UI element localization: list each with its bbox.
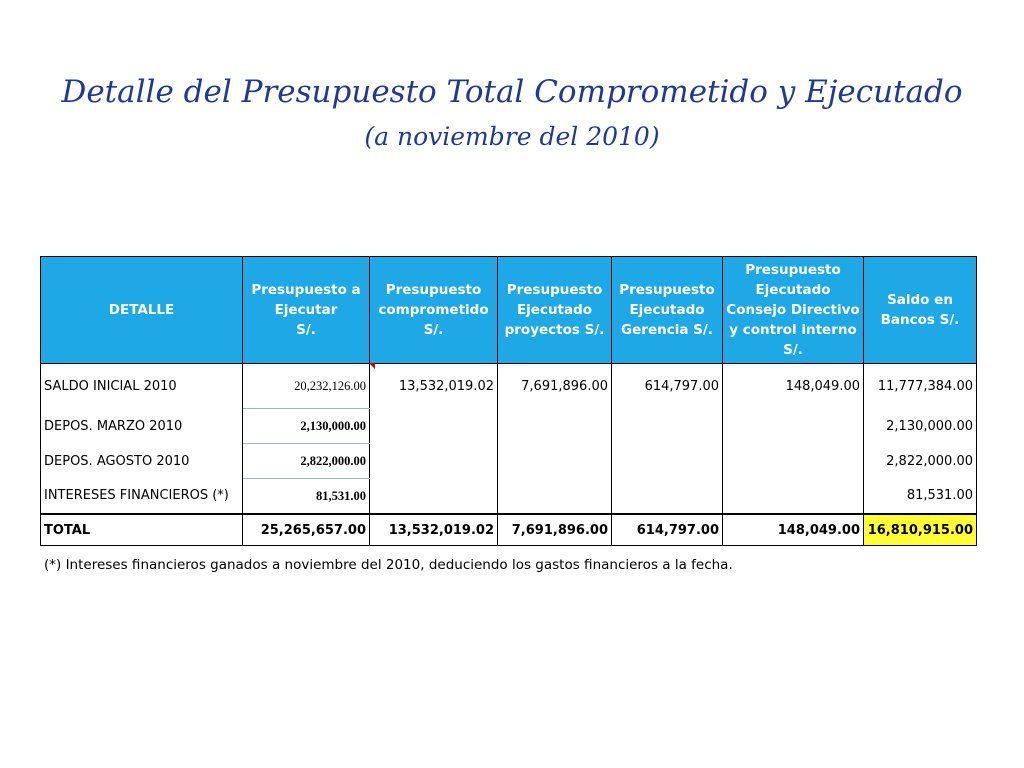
cell-ejecutado-proyectos: 7,691,896.00 bbox=[498, 364, 612, 409]
header-line: Presupuesto a bbox=[251, 282, 361, 298]
comment-marker-icon bbox=[369, 363, 375, 369]
header-line: Ejecutar bbox=[274, 302, 338, 318]
header-line: Ejecutado bbox=[755, 282, 831, 298]
header-presupuesto-ejecutar bbox=[243, 257, 370, 364]
cell-presupuesto-ejecutar: 2,130,000.00 bbox=[243, 409, 370, 444]
header-line: Presupuesto bbox=[619, 282, 715, 298]
cell-ejecutado-gerencia bbox=[612, 409, 723, 444]
header-line: y control interno bbox=[729, 322, 857, 338]
row-label: INTERESES FINANCIEROS (*) bbox=[41, 479, 243, 515]
table-row bbox=[41, 409, 977, 444]
header-saldo-bancos bbox=[864, 257, 977, 364]
cell-presupuesto-ejecutar: 2,822,000.00 bbox=[243, 444, 370, 479]
total-ejecutado-proyectos: 7,691,896.00 bbox=[498, 514, 612, 546]
table-row bbox=[41, 444, 977, 479]
cell-ejecutado-proyectos bbox=[498, 479, 612, 515]
total-presupuesto-ejecutar: 25,265,657.00 bbox=[243, 514, 370, 546]
cell-ejecutado-consejo bbox=[723, 409, 864, 444]
header-line: Ejecutado bbox=[516, 302, 593, 318]
header-line: S/. bbox=[423, 322, 444, 338]
header-ejecutado-gerencia bbox=[612, 257, 723, 364]
table-row bbox=[41, 364, 977, 409]
header-line: comprometido bbox=[378, 302, 489, 318]
cell-presupuesto-ejecutar: 20,232,126.00 bbox=[243, 364, 370, 409]
cell-ejecutado-proyectos bbox=[498, 444, 612, 479]
header-line: Presupuesto bbox=[506, 282, 603, 298]
row-label: SALDO INICIAL 2010 bbox=[41, 364, 243, 409]
header-line: S/. bbox=[296, 322, 316, 338]
total-row bbox=[41, 514, 977, 546]
header-line: Presupuesto bbox=[745, 262, 841, 278]
total-ejecutado-gerencia: 614,797.00 bbox=[612, 514, 723, 546]
cell-ejecutado-gerencia bbox=[612, 479, 723, 515]
total-ejecutado-consejo: 148,049.00 bbox=[723, 514, 864, 546]
total-saldo-bancos: 16,810,915.00 bbox=[864, 514, 977, 546]
cell-saldo-bancos: 2,130,000.00 bbox=[864, 409, 977, 444]
total-label: TOTAL bbox=[41, 514, 243, 546]
footnote: (*) Intereses financieros ganados a noviembre del 2010, deduciendo los gastos financieros a la fecha. bbox=[44, 557, 733, 573]
header-line: Presupuesto bbox=[385, 282, 482, 298]
header-detalle-line: DETALLE bbox=[108, 302, 175, 318]
cell-saldo-bancos: 2,822,000.00 bbox=[864, 444, 977, 479]
header-line: Saldo en bbox=[887, 292, 953, 308]
cell-ejecutado-consejo bbox=[723, 444, 864, 479]
header-presupuesto-comprometido bbox=[370, 257, 498, 364]
total-comprometido: 13,532,019.02 bbox=[370, 514, 498, 546]
page-title: Detalle del Presupuesto Total Comprometido y Ejecutado bbox=[61, 74, 963, 110]
header-line: Bancos S/. bbox=[880, 312, 960, 328]
cell-saldo-bancos: 81,531.00 bbox=[864, 479, 977, 515]
cell-comprometido: 13,532,019.02 bbox=[370, 364, 498, 409]
header-ejecutado-proyectos bbox=[498, 257, 612, 364]
header-detalle bbox=[41, 257, 243, 364]
cell-ejecutado-gerencia bbox=[612, 444, 723, 479]
cell-ejecutado-gerencia: 614,797.00 bbox=[612, 364, 723, 409]
cell-comprometido bbox=[370, 479, 498, 515]
header-ejecutado-consejo bbox=[723, 257, 864, 364]
budget-table bbox=[40, 256, 977, 546]
cell-ejecutado-consejo: 148,049.00 bbox=[723, 364, 864, 409]
title-block bbox=[0, 72, 1024, 154]
row-label: DEPOS. AGOSTO 2010 bbox=[41, 444, 243, 479]
table-row bbox=[41, 479, 977, 515]
header-row bbox=[41, 257, 977, 364]
cell-comprometido bbox=[370, 444, 498, 479]
page-subtitle: (a noviembre del 2010) bbox=[364, 122, 660, 151]
cell-comprometido bbox=[370, 409, 498, 444]
header-line: Gerencia S/. bbox=[621, 322, 713, 338]
header-line: S/. bbox=[783, 342, 803, 358]
cell-ejecutado-proyectos bbox=[498, 409, 612, 444]
cell-saldo-bancos: 11,777,384.00 bbox=[864, 364, 977, 409]
cell-ejecutado-consejo bbox=[723, 479, 864, 515]
header-line: proyectos S/. bbox=[504, 322, 605, 338]
header-line: Consejo Directivo bbox=[726, 302, 860, 318]
cell-presupuesto-ejecutar: 81,531.00 bbox=[243, 479, 370, 515]
row-label: DEPOS. MARZO 2010 bbox=[41, 409, 243, 444]
header-line: Ejecutado bbox=[629, 302, 705, 318]
